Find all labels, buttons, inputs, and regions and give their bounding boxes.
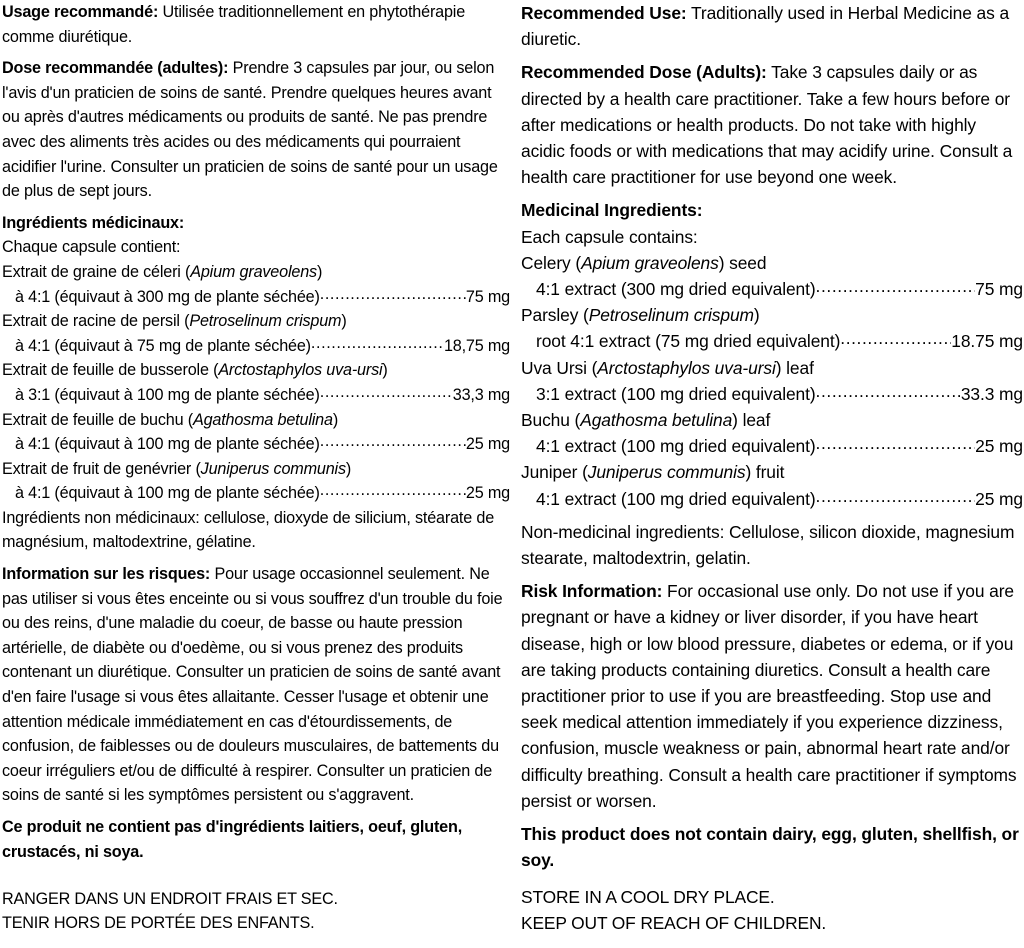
ingredient-amount-row bbox=[521, 433, 1023, 459]
storage-line-1-fr: RANGER DANS UN ENDROIT FRAIS ET SEC. bbox=[2, 889, 338, 908]
ingredient-description: 3:1 extract (100 mg dried equivalent) bbox=[536, 383, 816, 404]
ingredient-latin-name: Arctostaphylos uva-ursi bbox=[597, 357, 776, 378]
dot-leader bbox=[320, 380, 453, 405]
recommended-dose-text-fr: Prendre 3 capsules par jour, ou selon l'avis d'un praticien de soins de santé. Prendre quelques heures avant ou après d'autres médicaments ou produits de santé. Ne pas prendre avec des aliments très acides ou des médicaments qui pourraient acidifier l'urine. Consulter un praticien de soins de santé pour un usage de plus de sept jours. bbox=[2, 59, 498, 201]
ingredient-description: à 3:1 (équivaut à 100 mg de plante séchée) bbox=[15, 385, 320, 404]
ingredient-amount-row bbox=[521, 328, 1023, 354]
ingredient-name-suffix: ) leaf bbox=[775, 357, 814, 378]
medicinal-ingredients-heading-en: Medicinal Ingredients: bbox=[521, 200, 703, 221]
ingredient-name-prefix: Extrait de graine de céleri ( bbox=[2, 262, 191, 281]
recommended-use-paragraph-en bbox=[521, 0, 1023, 52]
ingredient-amount: 25 mg bbox=[975, 488, 1023, 509]
dot-leader bbox=[816, 273, 976, 299]
ingredient-amount-row bbox=[2, 334, 510, 359]
english-column bbox=[521, 0, 1023, 881]
recommended-use-text-en: Traditionally used in Herbal Medicine as a diuretic. bbox=[521, 3, 1010, 50]
ingredient-description: à 4:1 (équivaut à 75 mg de plante séchée) bbox=[15, 336, 311, 355]
ingredient-name-suffix: ) seed bbox=[718, 252, 767, 273]
non-medicinal-ingredients-fr: Ingrédients non médicinaux: cellulose, dioxyde de silicium, stéarate de magnésium, maltodextrine, gélatine. bbox=[2, 508, 495, 552]
recommended-use-label-fr: Usage recommandé: bbox=[2, 3, 159, 21]
ingredient-name-prefix: Extrait de feuille de busserole ( bbox=[2, 361, 219, 380]
risk-information-text-en: For occasional use only. Do not use if you are pregnant or have a kidney or liver disorder, if you have heart disease, high or low blood pressure, diabetes or edema, or if you are taking products containing diuretics. Consult a health care practitioner prior to use if you are breastfeeding. Stop use and seek medical attention immediately if you experience dizziness, confusion, muscle weakness or pain, abnormal heart rate and/or difficulty breathing. Consult a health care practitioner if symptoms persist or worsen. bbox=[521, 581, 1017, 811]
storage-line-2-fr: TENIR HORS DE PORTÉE DES ENFANTS. bbox=[2, 914, 315, 933]
allergen-statement-fr: Ce produit ne contient pas d'ingrédients laitiers, oeuf, gluten, crustacés, ni soya. bbox=[2, 818, 463, 861]
ingredient-latin-name: Juniperus communis bbox=[587, 462, 746, 483]
medicinal-ingredients-heading-fr: Ingrédients médicinaux: bbox=[2, 213, 185, 232]
dot-leader bbox=[320, 478, 466, 503]
ingredient-name-suffix: ) bbox=[341, 312, 347, 331]
ingredient-description: 4:1 extract (100 mg dried equivalent) bbox=[536, 488, 816, 509]
ingredient-latin-name: Apium graveolens bbox=[581, 252, 719, 273]
ingredient-amount: 33,3 mg bbox=[452, 385, 510, 404]
ingredient-entry bbox=[521, 407, 1023, 459]
ingredient-name-prefix: Uva Ursi ( bbox=[521, 357, 598, 378]
ingredient-amount-row bbox=[2, 432, 510, 457]
ingredient-name-prefix: Extrait de fruit de genévrier ( bbox=[2, 459, 201, 478]
ingredient-name-suffix: ) bbox=[753, 305, 760, 326]
ingredient-amount: 25 mg bbox=[975, 436, 1023, 457]
ingredient-name-suffix: ) fruit bbox=[745, 462, 785, 483]
ingredient-name-prefix: Parsley ( bbox=[521, 305, 589, 326]
risk-information-label-fr: Information sur les risques: bbox=[2, 565, 211, 584]
ingredient-description: 4:1 extract (300 mg dried equivalent) bbox=[536, 279, 816, 300]
ingredient-amount-row bbox=[2, 383, 510, 408]
allergen-statement-en: This product does not contain dairy, egg, gluten, shellfish, or soy. bbox=[521, 824, 1019, 871]
recommended-dose-text-en: Take 3 capsules daily or as directed by a health care practitioner. Take a few hours before or after medications or health products. Do not take with highly acidic foods or with medications that may acidify urine. Consult a health care practitioner for use beyond one week. bbox=[521, 62, 1013, 188]
recommended-dose-paragraph-fr bbox=[2, 56, 510, 204]
ingredient-amount-row bbox=[521, 381, 1023, 407]
risk-information-text-fr: Pour usage occasionnel seulement. Ne pas utiliser si vous êtes enceinte ou si vous souffrez d'un trouble du foie ou des reins, d'une maladie du coeur, de basse ou haute pression artérielle, de diabète ou d'oedème, ou si vous prenez des produits contenant un diurétique. Consulter un praticien de soins de santé avant d'en faire l'usage si vous êtes allaitante. Cesser l'usage et obtenir une attention médicale immédiatement en cas d'étourdissements, de confusion, de faiblesses ou de douleurs musculaires, de battements du coeur irréguliers et/ou de difficulté à respirer. Consulter un praticien de soins de santé si les symptômes persistent ou s'aggravent. bbox=[2, 565, 503, 805]
ingredient-entry bbox=[2, 358, 510, 407]
ingredient-entry bbox=[2, 309, 510, 358]
medicinal-ingredients-list-en bbox=[521, 250, 1023, 512]
ingredient-amount: 18.75 mg bbox=[951, 331, 1023, 352]
spacer bbox=[521, 512, 1023, 519]
dot-leader bbox=[320, 429, 466, 454]
dot-leader bbox=[320, 282, 466, 307]
ingredient-entry bbox=[521, 355, 1023, 407]
dot-leader bbox=[816, 430, 976, 456]
medicinal-ingredients-list-fr bbox=[2, 260, 510, 506]
ingredient-latin-name: Petroselinum crispum bbox=[588, 305, 754, 326]
ingredient-amount: 33.3 mg bbox=[960, 383, 1023, 404]
ingredient-amount-row bbox=[2, 285, 510, 310]
dot-leader bbox=[840, 325, 951, 351]
ingredient-description: à 4:1 (équivaut à 100 mg de plante séchée) bbox=[15, 435, 320, 454]
ingredient-amount: 18,75 mg bbox=[443, 336, 510, 355]
recommended-use-label-en: Recommended Use: bbox=[521, 3, 687, 23]
recommended-use-text-fr: Utilisée traditionnellement en phytothérapie comme diurétique. bbox=[2, 3, 466, 46]
recommended-dose-paragraph-en bbox=[521, 59, 1023, 190]
ingredient-amount: 75 mg bbox=[975, 279, 1023, 300]
non-medicinal-ingredients-en: Non-medicinal ingredients: Cellulose, silicon dioxide, magnesium stearate, maltodextrin, gelatin. bbox=[521, 521, 1015, 569]
each-capsule-contains-fr: Chaque capsule contient: bbox=[2, 238, 181, 257]
dot-leader bbox=[816, 378, 961, 404]
ingredient-entry bbox=[2, 260, 510, 309]
each-capsule-contains-en: Each capsule contains: bbox=[521, 226, 698, 247]
storage-line-1-en: STORE IN A COOL DRY PLACE. bbox=[521, 886, 775, 907]
dot-leader bbox=[311, 331, 444, 356]
ingredient-name-suffix: ) bbox=[382, 361, 388, 380]
ingredient-amount-row bbox=[521, 486, 1023, 512]
ingredient-description: 4:1 extract (100 mg dried equivalent) bbox=[536, 436, 816, 457]
ingredient-name-prefix: Celery ( bbox=[521, 252, 582, 273]
risk-information-label-en: Risk Information: bbox=[521, 581, 663, 602]
ingredient-description: à 4:1 (équivaut à 100 mg de plante séchée) bbox=[15, 484, 320, 503]
storage-instructions-en bbox=[521, 884, 826, 936]
ingredient-description: root 4:1 extract (75 mg dried equivalent) bbox=[536, 331, 841, 352]
ingredient-name-suffix: ) leaf bbox=[732, 410, 771, 431]
ingredient-latin-name: Agathosma betulina bbox=[580, 410, 733, 431]
ingredient-amount: 75 mg bbox=[465, 287, 510, 306]
storage-instructions-fr bbox=[2, 887, 338, 936]
ingredient-name-prefix: Extrait de feuille de buchu ( bbox=[2, 410, 193, 429]
ingredient-amount: 25 mg bbox=[465, 484, 510, 503]
french-column bbox=[2, 0, 510, 871]
ingredient-latin-name: Apium graveolens bbox=[190, 262, 317, 281]
ingredient-latin-name: Agathosma betulina bbox=[192, 410, 333, 429]
recommended-use-paragraph-fr bbox=[2, 0, 510, 49]
ingredient-name-suffix: ) bbox=[345, 459, 352, 478]
dot-leader bbox=[816, 483, 976, 509]
ingredient-entry bbox=[521, 250, 1023, 302]
ingredient-name-suffix: ) bbox=[332, 410, 339, 429]
ingredient-description: à 4:1 (équivaut à 300 mg de plante séchée) bbox=[15, 287, 320, 306]
ingredient-entry bbox=[521, 302, 1023, 354]
ingredient-latin-name: Arctostaphylos uva-ursi bbox=[218, 361, 383, 380]
ingredient-latin-name: Juniperus communis bbox=[200, 459, 346, 478]
ingredient-name-prefix: Juniper ( bbox=[521, 462, 588, 483]
ingredient-entry bbox=[2, 457, 510, 506]
ingredient-entry bbox=[521, 459, 1023, 511]
recommended-dose-label-en: Recommended Dose (Adults): bbox=[521, 62, 767, 83]
ingredient-name-suffix: ) bbox=[316, 262, 323, 281]
ingredient-latin-name: Petroselinum crispum bbox=[189, 312, 342, 331]
ingredient-amount: 25 mg bbox=[465, 435, 510, 454]
ingredient-amount-row bbox=[521, 276, 1023, 302]
ingredient-amount-row bbox=[2, 481, 510, 506]
ingredient-name-prefix: Extrait de racine de persil ( bbox=[2, 312, 190, 331]
ingredient-name-prefix: Buchu ( bbox=[521, 410, 581, 431]
recommended-dose-label-fr: Dose recommandée (adultes): bbox=[2, 59, 229, 78]
risk-information-paragraph-fr bbox=[2, 562, 510, 808]
storage-line-2-en: KEEP OUT OF REACH OF CHILDREN. bbox=[521, 912, 827, 933]
risk-information-paragraph-en bbox=[521, 578, 1023, 814]
ingredient-entry bbox=[2, 408, 510, 457]
